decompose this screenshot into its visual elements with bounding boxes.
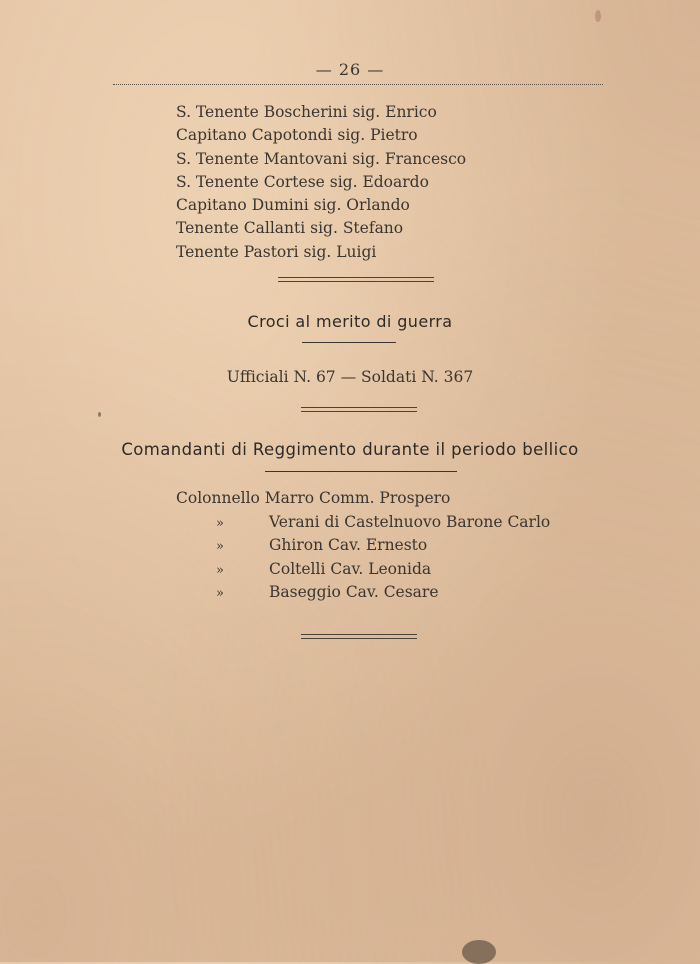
commander-name: Coltelli Cav. Leonida [269, 559, 432, 578]
section-divider [278, 277, 434, 282]
commander-row [176, 558, 550, 582]
section-divider [301, 407, 417, 412]
paper-stain [595, 10, 601, 22]
commander-first: Colonnello Marro Comm. Prospero [176, 489, 451, 507]
page-number: — 26 — [315, 60, 385, 79]
paper-stain [462, 940, 496, 964]
list-item: Tenente Callanti sig. Stefano [176, 219, 404, 238]
commander-name: Baseggio Cav. Cesare [269, 583, 439, 601]
title-underline [302, 342, 396, 343]
ditto-mark: » [216, 586, 224, 601]
title-underline [265, 471, 457, 472]
commander-name: Ghiron Cav. Ernesto [269, 536, 428, 554]
ditto-mark: » [216, 539, 224, 554]
officer-list [176, 101, 466, 264]
croci-stats: Ufficiali N. 67 — Soldati N. 367 [226, 368, 474, 386]
section-divider [301, 634, 417, 639]
commander-row [176, 581, 550, 605]
commander-row [176, 511, 550, 535]
paper-stain [98, 412, 101, 417]
header-dotted-rule [113, 84, 603, 85]
list-item: S. Tenente Cortese sig. Edoardo [176, 172, 429, 191]
commander-list [176, 487, 550, 605]
ditto-mark: » [216, 562, 224, 578]
ditto-mark: » [216, 515, 224, 531]
list-item: Capitano Capotondi sig. Pietro [176, 126, 418, 145]
section-title-comandanti: Comandanti di Reggimento durante il periodo bellico [121, 440, 579, 459]
list-item: Tenente Pastori sig. Luigi [176, 242, 377, 261]
commander-row [176, 534, 550, 558]
list-item: S. Tenente Mantovani sig. Francesco [176, 149, 467, 168]
list-item: Capitano Dumini sig. Orlando [176, 196, 410, 215]
section-title-croci: Croci al merito di guerra [247, 312, 453, 331]
list-item: S. Tenente Boscherini sig. Enrico [176, 103, 437, 121]
commander-name: Verani di Castelnuovo Barone Carlo [269, 512, 551, 531]
